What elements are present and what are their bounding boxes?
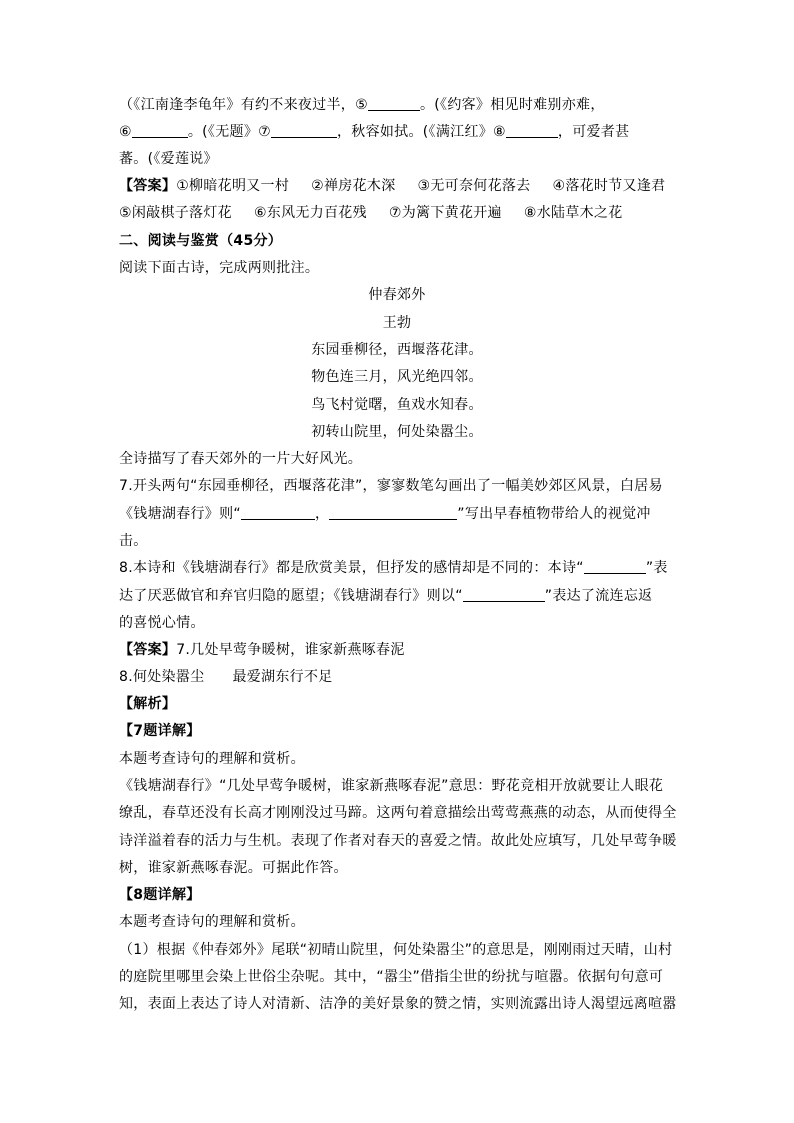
answer-label: 【答案】 — [119, 642, 177, 658]
q7-detail-para: 缭乱，春草还没有长高才刚刚没过马蹄。这两句着意描绘出莺莺燕燕的动态，从而使得全 — [119, 805, 677, 821]
q7-line-1: 7.开头两句“东园垂柳径，西堰落花津”，寥寥数笔勾画出了一幅美妙郊区风景，白居易 — [119, 478, 663, 494]
section-heading: 二、阅读与鉴赏（45分） — [119, 233, 283, 249]
blank-7 — [271, 123, 337, 138]
poem-title: 仲春郊外 — [368, 287, 426, 303]
answer-line-2: ⑤闲敲棋子落灯花 ⑥东风无力百花残 ⑦为篱下黄花开遍 ⑧水陆草木之花 — [119, 205, 623, 221]
q7-line-2: 《钱塘湖春行》则“ ， ”写出早春植物带给人的视觉冲 — [119, 506, 651, 522]
blank-8 — [506, 123, 558, 138]
poem-line: 物色连三月，风光绝四邻。 — [311, 369, 483, 385]
q8-detail-para: （1）根据《仲春郊外》尾联“初晴山院里，何处染嚣尘”的意思是，刚刚雨过天晴，山村 — [119, 942, 673, 958]
q7-blank-2 — [329, 505, 457, 520]
analysis-label: 【解析】 — [119, 696, 177, 712]
answer2-line-1: 【答案】7.几处早莺争暖树，谁家新燕啄春泥 — [119, 642, 405, 658]
answer-line-1: 【答案】①柳暗花明又一村 ②禅房花木深 ③无可奈何花落去 ④落花时节又逢君 — [119, 178, 666, 194]
answer2-line-2: 8.何处染嚣尘 最爱湖东行不足 — [119, 669, 333, 685]
q7-detail-para: 诗洋溢着春的活力与生机。表现了作者对春天的喜爱之情。故此处应填写，几处早莺争暖 — [119, 833, 677, 849]
fill-line-3: 蕃。(《爱莲说》 — [119, 151, 218, 167]
q8-blank-2 — [463, 587, 545, 602]
q8-detail-para: 的庭院里哪里会染上世俗尘杂呢。其中，“嚣尘”借指尘世的纷扰与喧嚣。依据句句意可 — [119, 969, 664, 985]
fill-line-1: （《江南逢李龟年》有约不来夜过半，⑤ 。(《约客》相见时难别亦难， — [119, 97, 605, 113]
q8-line-1: 8.本诗和《钱塘湖春行》都是欣赏美景，但抒发的感情却是不同的：本诗“ ”表 — [119, 560, 668, 576]
blank-5 — [368, 96, 420, 111]
answer-label: 【答案】 — [119, 178, 177, 194]
summary: 全诗描写了春天郊外的一片大好风光。 — [119, 451, 363, 467]
q7-blank-1 — [241, 505, 315, 520]
q8-detail-label: 【8题详解】 — [119, 887, 201, 903]
poem-line: 鸟飞村觉曙，鱼戏水知春。 — [311, 397, 483, 413]
q7-detail-para: 《钱塘湖春行》“几处早莺争暖树，谁家新燕啄春泥”意思：野花竞相开放就要让人眼花 — [119, 778, 664, 794]
poem-line: 初转山院里，何处染嚣尘。 — [311, 424, 483, 440]
q8-blank-1 — [584, 559, 646, 574]
q7-line-3: 击。 — [119, 533, 148, 549]
instruction: 阅读下面古诗，完成两则批注。 — [119, 260, 320, 276]
q7-detail-label: 【7题详解】 — [119, 723, 201, 739]
poem-author: 王勃 — [382, 315, 412, 331]
q8-detail-para: 知，表面上表达了诗人对清新、洁净的美好景象的赞之情，实则流露出诗人渴望远离喧嚣 — [119, 996, 677, 1012]
poem-line: 东园垂柳径，西堰落花津。 — [311, 342, 483, 358]
q8-line-3: 的喜悦心情。 — [119, 615, 205, 631]
q7-detail-para: 树，谁家新燕啄春泥。可据此作答。 — [119, 860, 348, 876]
blank-6 — [132, 123, 188, 138]
fill-line-2: ⑥ 。(《无题》⑦ ，秋容如拭。(《满江红》⑧ ，可爱者甚 — [119, 124, 630, 140]
q8-detail-intro: 本题考查诗句的理解和赏析。 — [119, 914, 305, 930]
q7-detail-intro: 本题考查诗句的理解和赏析。 — [119, 751, 305, 767]
q8-line-2: 达了厌恶做官和弃官归隐的愿望；《钱塘湖春行》则以“ ”表达了流连忘返 — [119, 588, 653, 604]
